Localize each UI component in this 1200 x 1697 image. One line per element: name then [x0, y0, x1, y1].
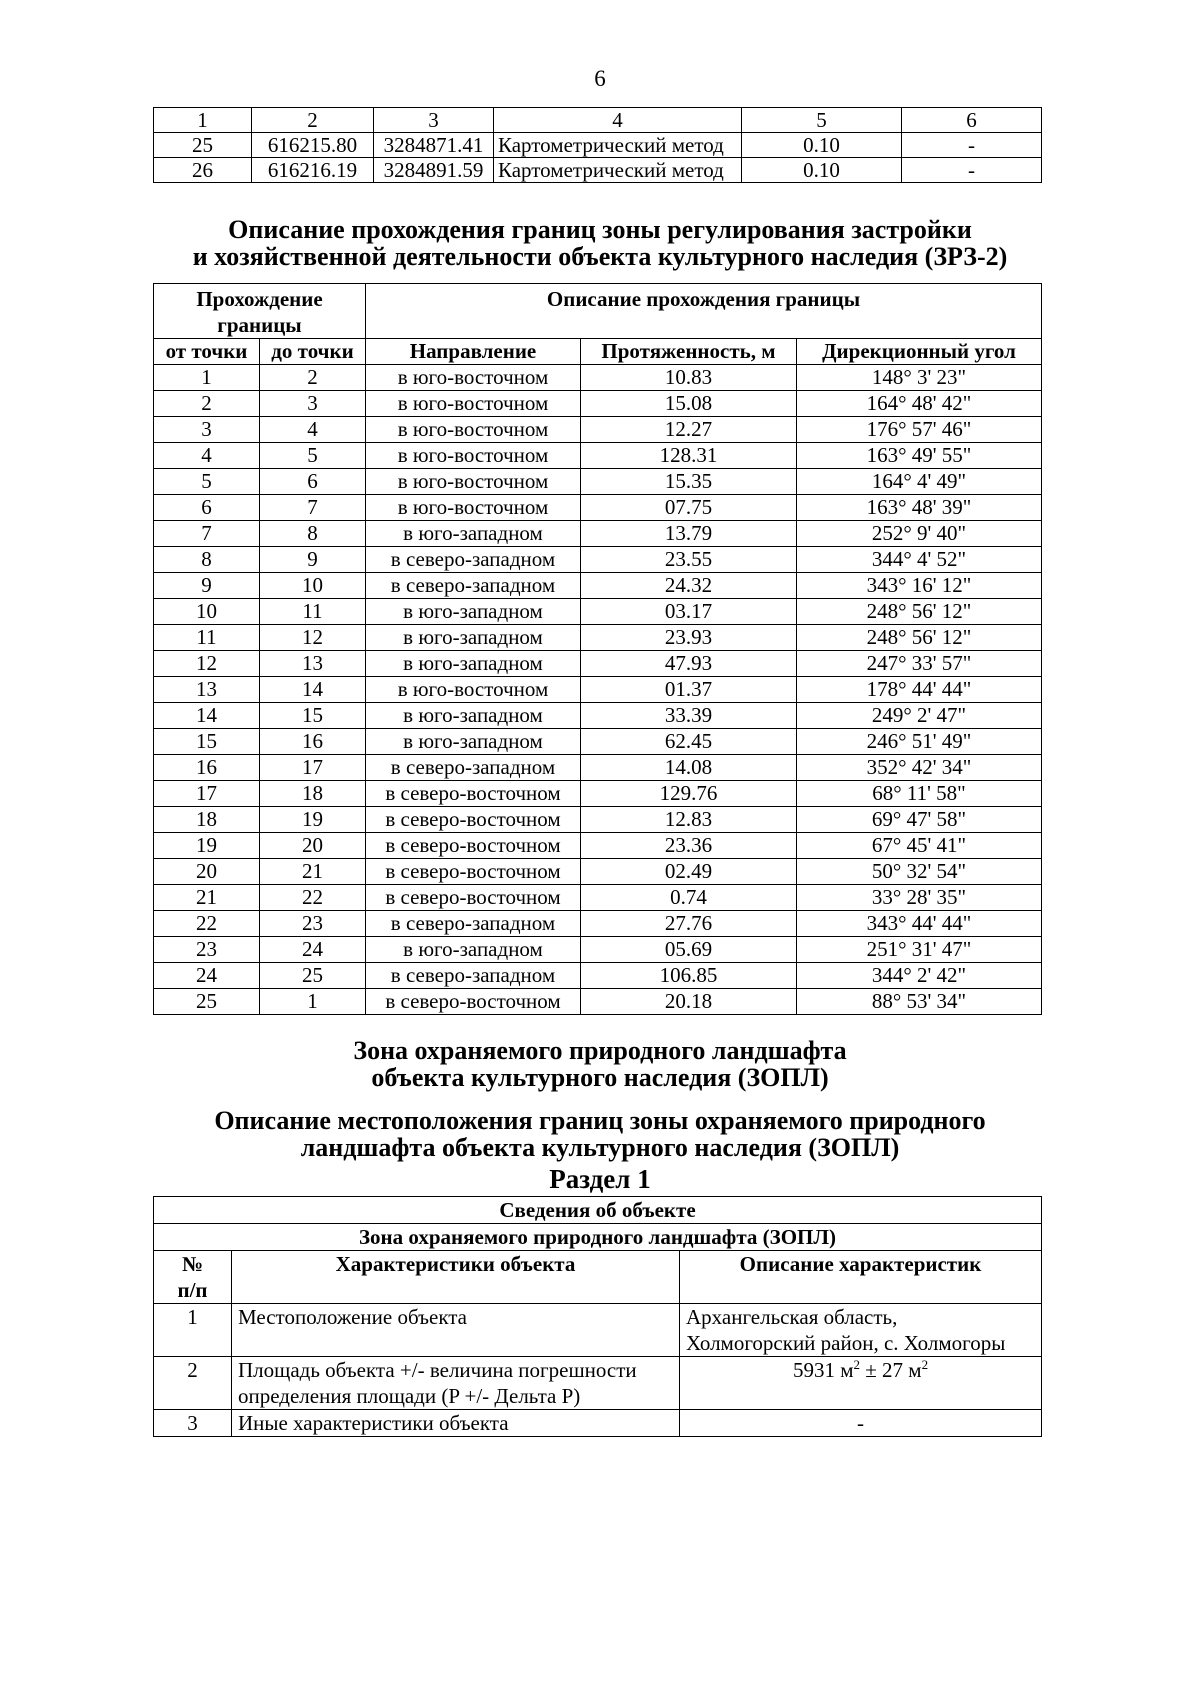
area-error: 27: [882, 1358, 904, 1382]
table-cell: 20: [260, 833, 366, 859]
table-cell: Картометрический метод: [494, 133, 742, 158]
table-row: [154, 573, 1042, 599]
table-row: [154, 989, 1042, 1015]
table-cell: -: [902, 158, 1042, 183]
table-cell: в юго-восточном: [366, 391, 581, 417]
zrz-heading-line1: Описание прохождения границ зоны регулирования застройки: [228, 215, 972, 244]
table-cell: 343° 16' 12": [797, 573, 1042, 599]
table-cell: 2: [154, 391, 260, 417]
table-cell: 14: [154, 703, 260, 729]
table-cell: 21: [260, 859, 366, 885]
table-cell: 13: [154, 677, 260, 703]
error-unit: м: [908, 1358, 922, 1382]
table-cell: 3284871.41: [374, 133, 494, 158]
table-cell: 3284891.59: [374, 158, 494, 183]
table-cell: 23: [154, 937, 260, 963]
plus-minus: ±: [865, 1358, 877, 1382]
table-cell: 163° 48' 39": [797, 495, 1042, 521]
section-heading: Раздел 1: [549, 1164, 651, 1194]
table-cell: 03.17: [581, 599, 797, 625]
column-header-description: Описание характеристик: [680, 1251, 1042, 1304]
characteristic-cell: Местоположение объекта: [232, 1304, 680, 1357]
table-cell: 01.37: [581, 677, 797, 703]
column-number-header: 5: [742, 108, 902, 133]
table-cell: 5: [154, 469, 260, 495]
value-cell: -: [680, 1410, 1042, 1437]
table-cell: в юго-западном: [366, 651, 581, 677]
object-table-subtitle: Зона охраняемого природного ландшафта (ЗОПЛ): [154, 1224, 1042, 1251]
table-cell: 24: [154, 963, 260, 989]
boundary-table: [153, 283, 1042, 1015]
table-cell: 9: [154, 573, 260, 599]
table-cell: 352° 42' 34": [797, 755, 1042, 781]
table-cell: 0.74: [581, 885, 797, 911]
table-cell: 6: [260, 469, 366, 495]
table-cell: 15: [154, 729, 260, 755]
table-cell: 15: [260, 703, 366, 729]
table-row: [154, 755, 1042, 781]
table-cell: 343° 44' 44": [797, 911, 1042, 937]
table-row: [154, 1357, 1042, 1410]
table-cell: 6: [154, 495, 260, 521]
column-header-number: [154, 1251, 232, 1304]
table-cell: 178° 44' 44": [797, 677, 1042, 703]
table-cell: 19: [260, 807, 366, 833]
area-value: 5931: [792, 1358, 835, 1382]
table-cell: в северо-восточном: [366, 807, 581, 833]
table-cell: 07.75: [581, 495, 797, 521]
table-cell: 251° 31' 47": [797, 937, 1042, 963]
table-cell: 0.10: [742, 158, 902, 183]
zopl-heading-line1: Зона охраняемого природного ландшафта: [353, 1036, 847, 1065]
column-header: Направление: [366, 339, 581, 365]
characteristic-line2: определения площади (P +/- Дельта P): [238, 1384, 581, 1408]
table-cell: 10.83: [581, 365, 797, 391]
table-cell: 22: [154, 911, 260, 937]
table-row: [154, 677, 1042, 703]
table-cell: 23: [260, 911, 366, 937]
table-row: [154, 729, 1042, 755]
table-row: [154, 963, 1042, 989]
table-cell: 248° 56' 12": [797, 625, 1042, 651]
table-cell: 14.08: [581, 755, 797, 781]
column-header: до точки: [260, 339, 366, 365]
table-cell: в северо-восточном: [366, 859, 581, 885]
object-info-table: [153, 1196, 1042, 1437]
zopl-description-heading-line1: Описание местоположения границ зоны охраняемого природного: [214, 1106, 986, 1135]
table-row: [154, 937, 1042, 963]
table-cell: 0.10: [742, 133, 902, 158]
table-row: [154, 547, 1042, 573]
table-cell: 16: [154, 755, 260, 781]
table-cell: 18: [260, 781, 366, 807]
row-number: 3: [154, 1410, 232, 1437]
table-cell: 148° 3' 23": [797, 365, 1042, 391]
location-line1: Архангельская область,: [686, 1305, 898, 1329]
table-cell: в северо-западном: [366, 547, 581, 573]
table-cell: в юго-восточном: [366, 443, 581, 469]
table-cell: 25: [154, 133, 252, 158]
table-cell: в юго-западном: [366, 625, 581, 651]
table-row: [154, 1410, 1042, 1437]
table-cell: 4: [260, 417, 366, 443]
coordinates-table: [153, 107, 1042, 183]
table-cell: 22: [260, 885, 366, 911]
table-row: [154, 651, 1042, 677]
table-cell: 11: [260, 599, 366, 625]
table-cell: 9: [260, 547, 366, 573]
error-unit-power: 2: [921, 1357, 929, 1372]
table-row: [154, 417, 1042, 443]
table-cell: в северо-западном: [366, 911, 581, 937]
table-row: [154, 158, 1042, 183]
table-cell: 344° 4' 52": [797, 547, 1042, 573]
table-cell: в северо-восточном: [366, 833, 581, 859]
table-cell: 50° 32' 54": [797, 859, 1042, 885]
table-cell: 8: [260, 521, 366, 547]
table-cell: 17: [260, 755, 366, 781]
column-number-header: 3: [374, 108, 494, 133]
table-row: [154, 781, 1042, 807]
table-cell: 68° 11' 58": [797, 781, 1042, 807]
table-cell: 20.18: [581, 989, 797, 1015]
table-cell: 106.85: [581, 963, 797, 989]
table-cell: 17: [154, 781, 260, 807]
table-cell: 10: [154, 599, 260, 625]
table-cell: в юго-западном: [366, 937, 581, 963]
coords-header-row: [154, 108, 1042, 133]
table-cell: в юго-западном: [366, 729, 581, 755]
table-cell: в северо-восточном: [366, 885, 581, 911]
zopl-description-heading-line2: ландшафта объекта культурного наследия (ЗОПЛ): [300, 1133, 900, 1162]
table-cell: 20: [154, 859, 260, 885]
column-header: Дирекционный угол: [797, 339, 1042, 365]
value-cell: [680, 1304, 1042, 1357]
table-cell: 2: [260, 365, 366, 391]
table-cell: в юго-западном: [366, 599, 581, 625]
table-row: [154, 625, 1042, 651]
column-number-header: 2: [252, 108, 374, 133]
table-cell: в юго-восточном: [366, 417, 581, 443]
table-cell: 3: [260, 391, 366, 417]
table-cell: 15.08: [581, 391, 797, 417]
table-cell: 02.49: [581, 859, 797, 885]
table-cell: 4: [154, 443, 260, 469]
table-cell: Картометрический метод: [494, 158, 742, 183]
table-cell: 69° 47' 58": [797, 807, 1042, 833]
table-cell: 23.93: [581, 625, 797, 651]
table-cell: 164° 4' 49": [797, 469, 1042, 495]
column-header-number-line1: №: [181, 1252, 204, 1276]
table-cell: 25: [260, 963, 366, 989]
boundary-group-header-description: Описание прохождения границы: [366, 284, 1042, 339]
table-cell: 3: [154, 417, 260, 443]
table-cell: в северо-западном: [366, 755, 581, 781]
table-row: [154, 911, 1042, 937]
table-cell: 246° 51' 49": [797, 729, 1042, 755]
table-row: [154, 495, 1042, 521]
table-cell: 24.32: [581, 573, 797, 599]
zopl-heading: [0, 1037, 1200, 1091]
table-cell: 14: [260, 677, 366, 703]
table-cell: 7: [260, 495, 366, 521]
table-row: [154, 133, 1042, 158]
table-cell: 1: [260, 989, 366, 1015]
table-row: [154, 1304, 1042, 1357]
table-cell: 248° 56' 12": [797, 599, 1042, 625]
table-cell: 7: [154, 521, 260, 547]
table-cell: 163° 49' 55": [797, 443, 1042, 469]
table-row: [154, 599, 1042, 625]
characteristic-line1: Площадь объекта +/- величина погрешности: [238, 1358, 637, 1382]
table-cell: в северо-восточном: [366, 781, 581, 807]
column-header: Протяженность, м: [581, 339, 797, 365]
zopl-description-heading: [0, 1107, 1200, 1161]
row-number: 2: [154, 1357, 232, 1410]
page-number: 6: [594, 66, 606, 91]
column-header: от точки: [154, 339, 260, 365]
table-cell: 252° 9' 40": [797, 521, 1042, 547]
table-cell: 12: [260, 625, 366, 651]
table-cell: 62.45: [581, 729, 797, 755]
table-cell: в юго-западном: [366, 521, 581, 547]
table-cell: 12.83: [581, 807, 797, 833]
table-cell: 18: [154, 807, 260, 833]
table-cell: 249° 2' 47": [797, 703, 1042, 729]
table-row: [154, 365, 1042, 391]
table-cell: 26: [154, 158, 252, 183]
table-cell: 33° 28' 35": [797, 885, 1042, 911]
table-cell: 5: [260, 443, 366, 469]
characteristic-cell: Иные характеристики объекта: [232, 1410, 680, 1437]
table-cell: 15.35: [581, 469, 797, 495]
table-cell: 13: [260, 651, 366, 677]
table-row: [154, 859, 1042, 885]
table-row: [154, 443, 1042, 469]
table-cell: 23.36: [581, 833, 797, 859]
table-cell: в юго-восточном: [366, 677, 581, 703]
table-cell: 05.69: [581, 937, 797, 963]
table-cell: 24: [260, 937, 366, 963]
table-row: [154, 885, 1042, 911]
table-cell: в северо-западном: [366, 963, 581, 989]
table-cell: 176° 57' 46": [797, 417, 1042, 443]
zrz-heading: [0, 216, 1200, 270]
table-cell: в юго-восточном: [366, 365, 581, 391]
table-cell: 247° 33' 57": [797, 651, 1042, 677]
table-cell: 25: [154, 989, 260, 1015]
table-cell: 12: [154, 651, 260, 677]
table-cell: 344° 2' 42": [797, 963, 1042, 989]
column-number-header: 4: [494, 108, 742, 133]
table-cell: 21: [154, 885, 260, 911]
table-cell: 129.76: [581, 781, 797, 807]
table-row: [154, 833, 1042, 859]
table-cell: в юго-восточном: [366, 469, 581, 495]
area-value-cell: [680, 1357, 1042, 1410]
column-number-header: 6: [902, 108, 1042, 133]
zrz-heading-line2: и хозяйственной деятельности объекта культурного наследия (ЗРЗ-2): [192, 242, 1008, 271]
column-number-header: 1: [154, 108, 252, 133]
area-unit-power: 2: [853, 1357, 860, 1372]
table-row: [154, 807, 1042, 833]
table-cell: 616216.19: [252, 158, 374, 183]
column-header-characteristics: Характеристики объекта: [232, 1251, 680, 1304]
boundary-group-header-passage: Прохождение границы: [154, 284, 366, 339]
table-cell: 13.79: [581, 521, 797, 547]
table-row: [154, 521, 1042, 547]
table-row: [154, 703, 1042, 729]
table-cell: в юго-восточном: [366, 495, 581, 521]
characteristic-cell: [232, 1357, 680, 1410]
table-cell: 164° 48' 42": [797, 391, 1042, 417]
table-cell: 10: [260, 573, 366, 599]
zopl-heading-line2: объекта культурного наследия (ЗОПЛ): [371, 1063, 829, 1092]
table-cell: 12.27: [581, 417, 797, 443]
table-cell: в северо-западном: [366, 573, 581, 599]
table-cell: 19: [154, 833, 260, 859]
location-line2: Холмогорский район, с. Холмогоры: [686, 1331, 1006, 1355]
table-cell: 1: [154, 365, 260, 391]
table-row: [154, 391, 1042, 417]
table-cell: 11: [154, 625, 260, 651]
table-cell: 16: [260, 729, 366, 755]
area-unit: м: [840, 1358, 854, 1382]
row-number: 1: [154, 1304, 232, 1357]
table-cell: -: [902, 133, 1042, 158]
table-cell: 47.93: [581, 651, 797, 677]
table-cell: 23.55: [581, 547, 797, 573]
table-cell: 8: [154, 547, 260, 573]
table-cell: 67° 45' 41": [797, 833, 1042, 859]
table-cell: в северо-восточном: [366, 989, 581, 1015]
table-cell: 27.76: [581, 911, 797, 937]
object-table-title: Сведения об объекте: [154, 1197, 1042, 1224]
column-header-number-line2: п/п: [177, 1278, 208, 1302]
table-cell: 128.31: [581, 443, 797, 469]
table-cell: в юго-западном: [366, 703, 581, 729]
table-row: [154, 469, 1042, 495]
table-cell: 88° 53' 34": [797, 989, 1042, 1015]
table-cell: 33.39: [581, 703, 797, 729]
table-cell: 616215.80: [252, 133, 374, 158]
